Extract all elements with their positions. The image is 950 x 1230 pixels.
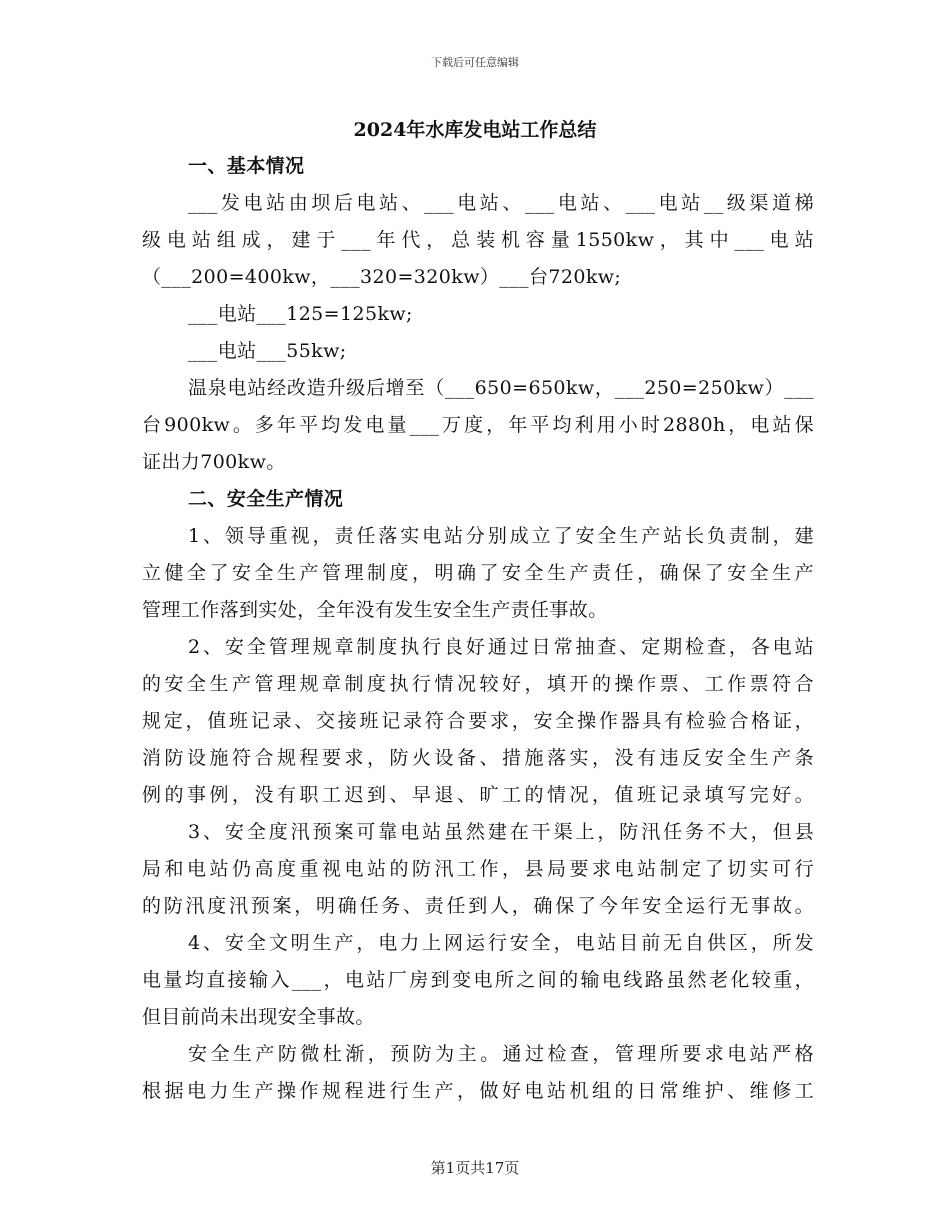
paragraph-line: 例的事例，没有职工迟到、早退、旷工的情况，值班记录填写完好。 xyxy=(142,784,814,806)
paragraph-line: 电量均直接输入___，电站厂房到变电所之间的输电线路虽然老化较重， xyxy=(142,969,814,991)
paragraph-line: 消防设施符合规程要求，防火设备、措施落实，没有违反安全生产条 xyxy=(142,747,814,769)
paragraph-line: 根据电力生产操作规程进行生产，做好电站机组的日常维护、维修工 xyxy=(142,1080,814,1102)
paragraph-line: 级电站组成，建于___年代，总装机容量1550kw，其中___电站 xyxy=(142,229,814,251)
paragraph-line: 但目前尚未出现安全事故。 xyxy=(142,1006,375,1028)
paragraph-line: 1、领导重视，责任落实电站分别成立了安全生产站长负责制，建 xyxy=(188,525,814,547)
paragraph-line: 4、安全文明生产，电力上网运行安全，电站目前无自供区，所发 xyxy=(188,932,814,954)
section-heading: 一、基本情况 xyxy=(188,155,305,177)
paragraph-line: 的防汛度汛预案，明确任务、责任到人，确保了今年安全运行无事故。 xyxy=(142,895,814,917)
page-number-footer: 第1页共17页 xyxy=(430,1159,520,1177)
paragraph-line: 的安全生产管理规章制度执行情况较好，填开的操作票、工作票符合 xyxy=(142,673,814,695)
paragraph-line: 温泉电站经改造升级后增至（___650=650kw，___250=250kw）___ xyxy=(188,377,814,399)
paragraph-line: 立健全了安全生产管理制度，明确了安全生产责任，确保了安全生产 xyxy=(142,562,814,584)
paragraph-line: 管理工作落到实处，全年没有发生安全生产责任事故。 xyxy=(142,599,608,621)
document-title: 2024年水库发电站工作总结 xyxy=(353,119,597,141)
paragraph-line: ___发电站由坝后电站、___电站、___电站、___电站__级渠道梯 xyxy=(188,192,814,214)
paragraph-line: 安全生产防微杜渐，预防为主。通过检查，管理所要求电站严格 xyxy=(188,1043,814,1065)
paragraph-line: （___200=400kw，___320=320kw）___台720kw; xyxy=(142,266,622,288)
paragraph-line: ___电站___125=125kw; xyxy=(188,303,413,325)
paragraph-line: 证出力700kw。 xyxy=(142,451,286,473)
header-note: 下载后可任意编辑 xyxy=(431,56,519,69)
section-heading: 二、安全生产情况 xyxy=(188,488,344,510)
paragraph-line: ___电站___55kw; xyxy=(188,340,347,362)
paragraph-line: 局和电站仍高度重视电站的防汛工作，县局要求电站制定了切实可行 xyxy=(142,858,814,880)
paragraph-line: 3、安全度汛预案可靠电站虽然建在干渠上，防汛任务不大，但县 xyxy=(188,821,814,843)
document-body xyxy=(142,148,814,1110)
paragraph-line: 规定，值班记录、交接班记录符合要求，安全操作器具有检验合格证， xyxy=(142,710,814,732)
paragraph-line: 2、安全管理规章制度执行良好通过日常抽查、定期检查，各电站 xyxy=(188,636,814,658)
paragraph-line: 台900kw。多年平均发电量___万度，年平均利用小时2880h，电站保 xyxy=(142,414,814,436)
